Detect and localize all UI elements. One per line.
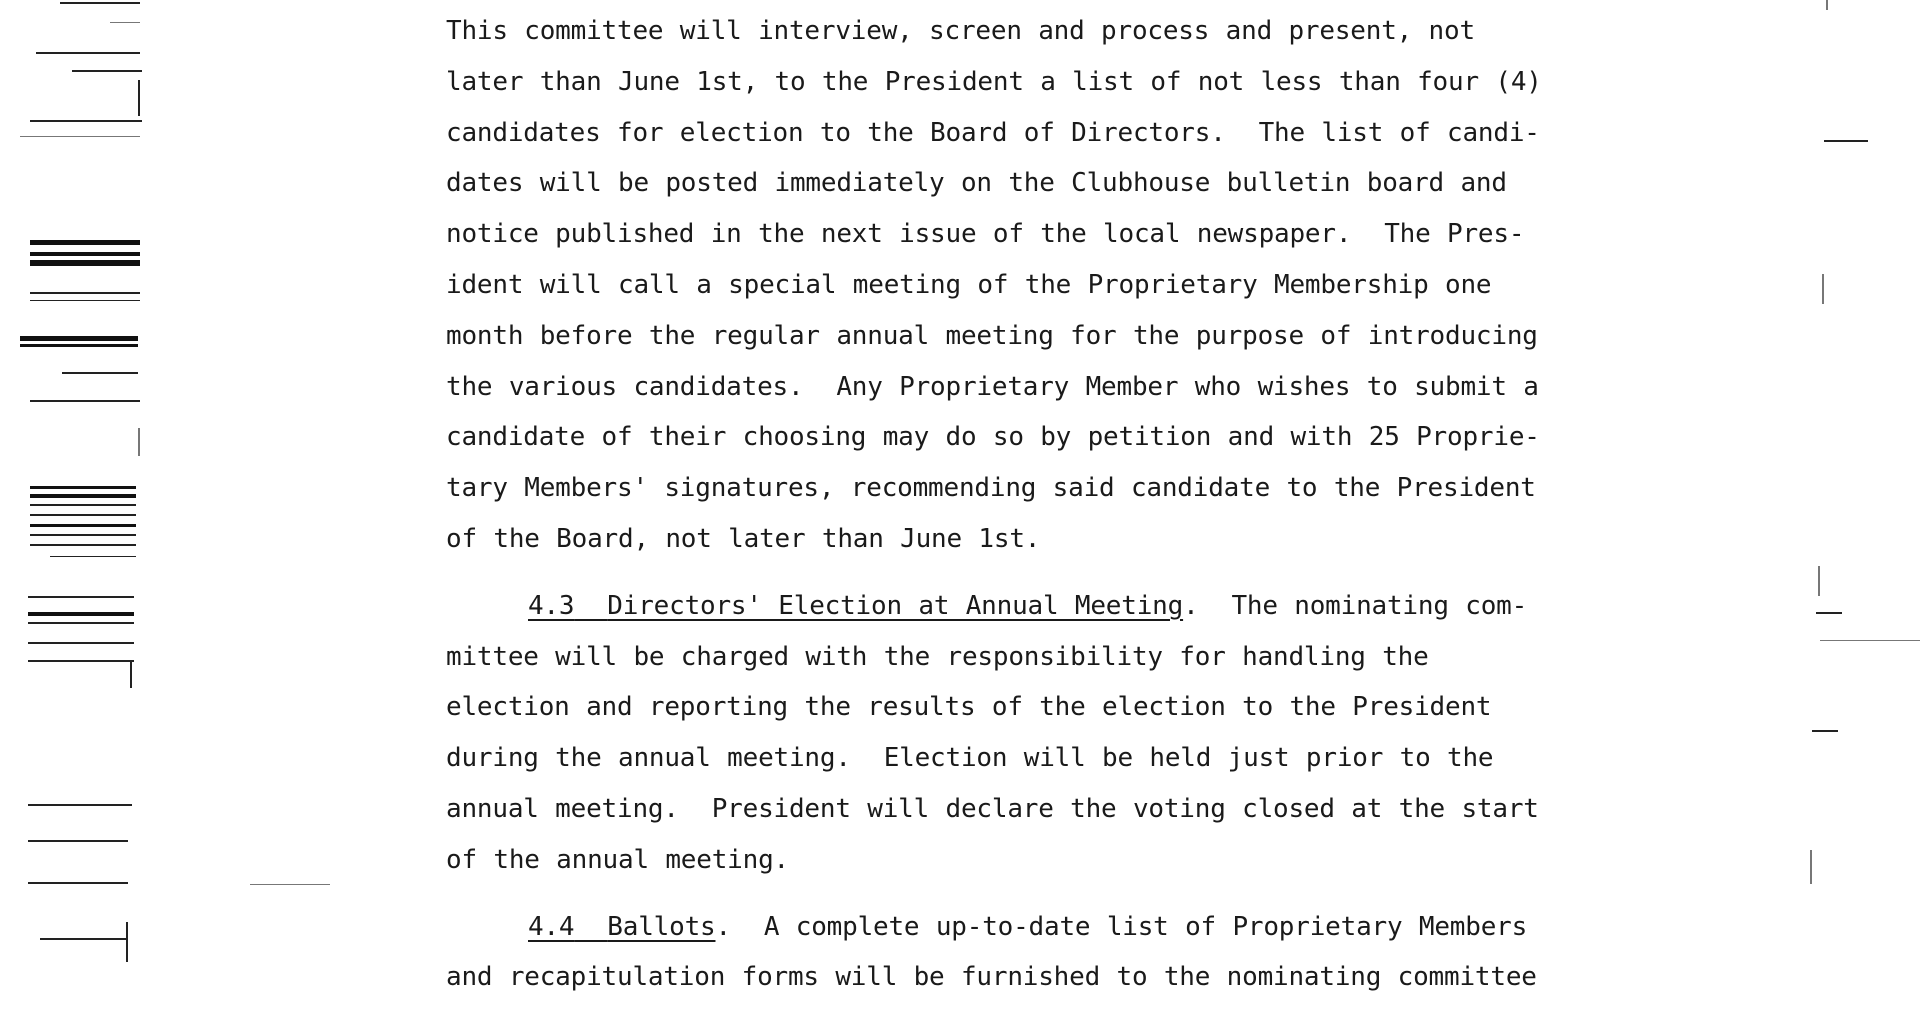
text-line: of the Board, not later than June 1st. bbox=[446, 523, 1041, 554]
paragraph-committee bbox=[446, 6, 1636, 565]
section-4-4 bbox=[446, 902, 1636, 1004]
section-heading bbox=[528, 912, 715, 942]
text-line: dates will be posted immediately on the Clubhouse bulletin board and bbox=[446, 168, 1507, 199]
section-number: 4.3 bbox=[528, 590, 575, 621]
text-line: later than June 1st, to the President a list of not less than four (4) bbox=[446, 66, 1542, 97]
section-heading-line bbox=[446, 581, 1636, 632]
section-4-3 bbox=[446, 581, 1636, 886]
text-line: candidates for election to the Board of Directors. The list of candi- bbox=[446, 117, 1540, 148]
document-body bbox=[446, 6, 1636, 1003]
text-line: annual meeting. President will declare the voting closed at the start bbox=[446, 793, 1539, 824]
section-heading bbox=[528, 591, 1183, 621]
section-title: Directors' Election at Annual Meeting bbox=[607, 590, 1184, 621]
section-number: 4.4 bbox=[528, 911, 575, 942]
text-line: candidate of their choosing may do so by petition and with 25 Proprie- bbox=[446, 422, 1540, 453]
section-title: Ballots bbox=[607, 911, 716, 942]
text-line: month before the regular annual meeting for the purpose of introducing bbox=[446, 320, 1538, 351]
section-heading-line bbox=[446, 902, 1636, 953]
heading-line-rest: . The nominating com- bbox=[1183, 590, 1528, 621]
text-line: the various candidates. Any Proprietary Member who wishes to submit a bbox=[446, 371, 1539, 402]
text-line: tary Members' signatures, recommending said candidate to the President bbox=[446, 473, 1536, 504]
text-line: during the annual meeting. Election will be held just prior to the bbox=[446, 743, 1494, 774]
text-line: notice published in the next issue of the local newspaper. The Pres- bbox=[446, 219, 1525, 250]
text-line: election and reporting the results of the election to the President bbox=[446, 692, 1492, 723]
text-line: This committee will interview, screen and process and present, not bbox=[446, 16, 1475, 46]
text-line: of the annual meeting. bbox=[446, 844, 789, 875]
text-line: mittee will be charged with the responsibility for handling the bbox=[446, 641, 1429, 672]
heading-line-rest: . A complete up-to-date list of Proprietary Members bbox=[715, 911, 1528, 942]
text-line: and recapitulation forms will be furnished to the nominating committee bbox=[446, 962, 1537, 993]
text-line: ident will call a special meeting of the Proprietary Membership one bbox=[446, 269, 1492, 300]
